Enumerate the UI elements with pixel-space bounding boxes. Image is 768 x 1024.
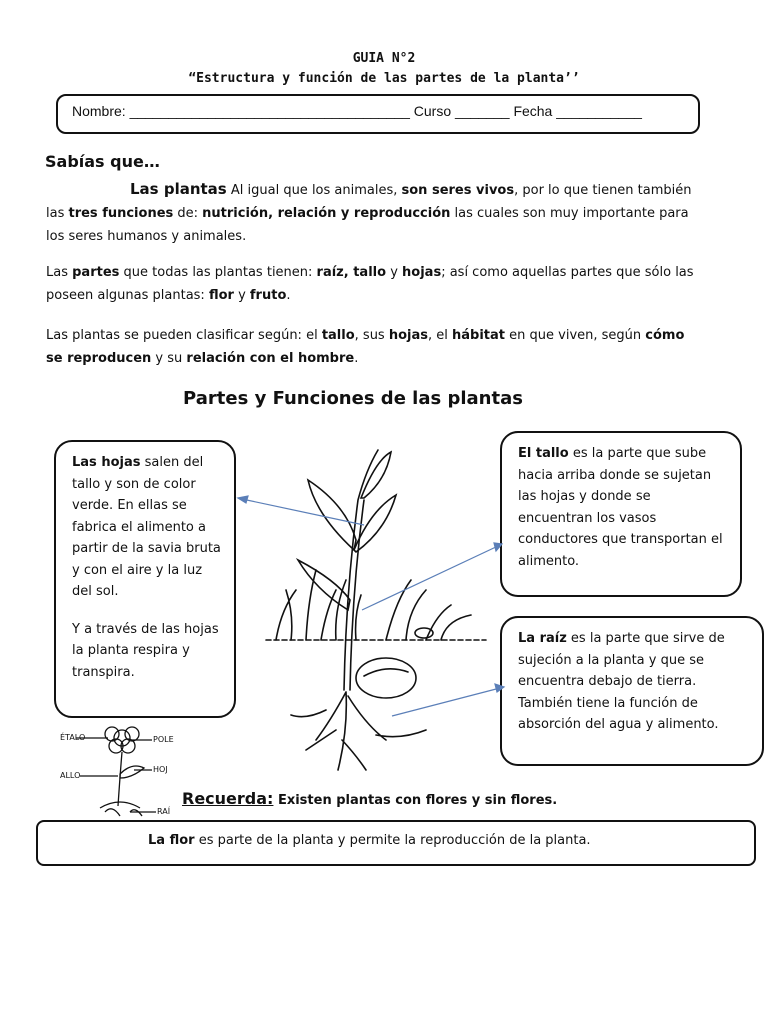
text-span: . (354, 351, 359, 366)
text-span: de: (173, 206, 203, 221)
text-span: cómo (645, 328, 685, 343)
nombre-field[interactable]: ____________________________________ (129, 103, 410, 119)
text-span: relación con el hombre (186, 351, 355, 366)
text-span: hojas (388, 328, 428, 343)
intro-paragraph-3 (46, 324, 736, 370)
arrowhead-leaves (238, 496, 248, 503)
diagram-label: RAÍ (157, 807, 171, 816)
reminder-text: Existen plantas con flores y sin flores. (273, 793, 558, 808)
text-span: en que viven, según (505, 328, 646, 343)
flower-note-box (36, 820, 756, 866)
text-span: flor (208, 288, 234, 303)
leaves-info-box (54, 440, 236, 718)
text-span: hábitat (452, 328, 506, 343)
text-span: nutrición, relación y reproducción (202, 206, 451, 221)
root-text: es la parte que sirve de sujeción a la planta y que se encuentra debajo de tierra. También tiene la función de absorción del agua y alimento. (518, 631, 725, 732)
curso-label: Curso (413, 103, 452, 119)
leaves-text-2: Y a través de las hojas la planta respira y transpira. (72, 621, 219, 680)
roots (291, 692, 426, 770)
text-span: poseen algunas plantas: (46, 288, 209, 303)
leaves-title: Las hojas (72, 455, 141, 470)
intro-paragraph-1 (46, 178, 736, 248)
guide-number: GUIA N°2 (352, 51, 416, 66)
fecha-field[interactable]: ___________ (556, 103, 642, 119)
text-span: fruto (249, 288, 287, 303)
student-info-box (56, 94, 700, 134)
diagram-label: ALLO (60, 771, 81, 780)
diagram-label: POLE (153, 735, 174, 744)
stem-info-box (500, 431, 742, 597)
stem-title: El tallo (518, 446, 569, 461)
text-span: Las plantas (130, 180, 227, 198)
intro-heading: Sabías que… (45, 152, 160, 171)
plant-illustration (236, 440, 510, 790)
arrow-leaves (242, 499, 364, 525)
text-span: , el (428, 328, 453, 343)
arrowhead-stem (494, 543, 502, 551)
nombre-label: Nombre: (72, 103, 126, 119)
text-span: los seres humanos y animales. (46, 229, 247, 244)
arrowhead-root (495, 684, 504, 692)
flower-text: es parte de la planta y permite la reproducción de la planta. (194, 833, 591, 848)
text-span: , por lo que tienen también (514, 183, 692, 198)
diagram-label: HOJ (153, 765, 168, 774)
text-span: se reproducen (46, 351, 152, 366)
intro-paragraph-2 (46, 261, 736, 307)
stem-text: es la parte que sube hacia arriba donde se sujetan las hojas y donde se encuentran los vasos conductores que transportan el alimento. (518, 446, 723, 569)
section-title: Partes y Funciones de las plantas (183, 388, 523, 409)
curso-field[interactable]: _______ (455, 103, 510, 119)
text-span: hojas (402, 265, 442, 280)
reminder-label: Recuerda: (182, 789, 274, 808)
text-span: y (386, 265, 403, 280)
text-span: y (233, 288, 250, 303)
text-span: raíz, tallo (316, 265, 387, 280)
text-span: tres funciones (68, 206, 174, 221)
text-span: . (286, 288, 291, 303)
guide-title: “Estructura y función de las partes de la planta’’ (188, 71, 580, 86)
text-span: las (46, 206, 69, 221)
fecha-label: Fecha (513, 103, 553, 119)
seed (356, 658, 416, 698)
text-span: Las (46, 265, 73, 280)
flower-title: La flor (148, 833, 195, 848)
text-span: son seres vivos (401, 183, 515, 198)
text-span: ; así como aquellas partes que sólo las (441, 265, 694, 280)
reminder (182, 789, 557, 808)
leaf-low (298, 560, 350, 610)
text-span: partes (72, 265, 120, 280)
text-span: , sus (354, 328, 389, 343)
root-title: La raíz (518, 631, 567, 646)
text-span: tallo (321, 328, 355, 343)
arrow-stem (362, 546, 498, 610)
leaves-text: salen del tallo y son de color verde. En ellas se fabrica el alimento a partir de la savia bruta y con el aire y la luz del sol. (72, 455, 221, 599)
root-info-box (500, 616, 764, 766)
text-span: que todas las plantas tienen: (119, 265, 317, 280)
diagram-label: ÉTALO (60, 733, 86, 742)
text-span: y su (151, 351, 187, 366)
text-span: Las plantas se pueden clasificar según: el (46, 328, 322, 343)
text-span: las cuales son muy importante para (450, 206, 689, 221)
text-span: Al igual que los animales, (226, 183, 402, 198)
stem (344, 450, 378, 690)
